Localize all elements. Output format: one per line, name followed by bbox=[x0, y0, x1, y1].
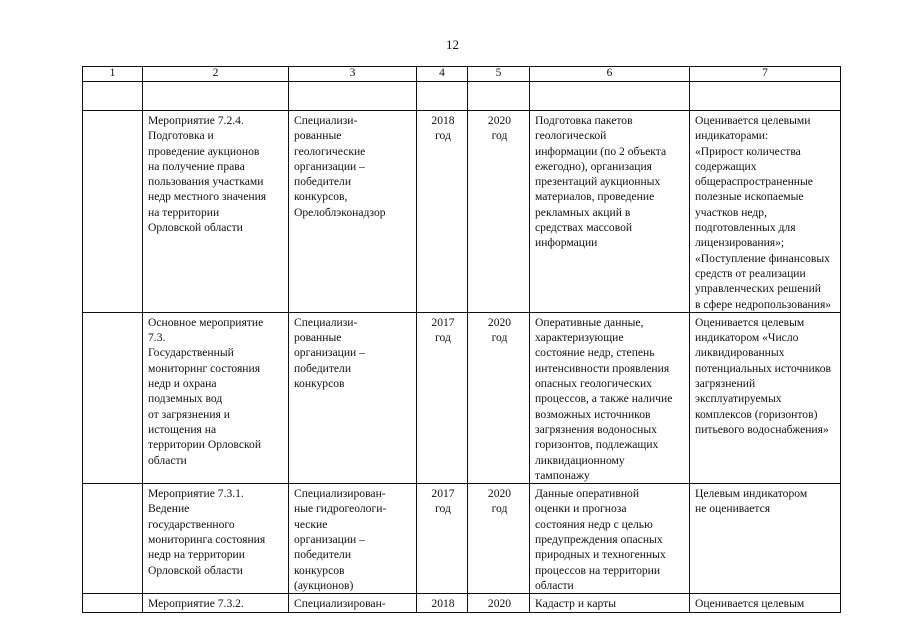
cell-text-line: Орловской области bbox=[148, 563, 243, 577]
activity-cell bbox=[143, 312, 289, 483]
cell-text-line: средствах массовой bbox=[535, 221, 633, 235]
column-number: 7 bbox=[690, 67, 841, 82]
cell-text-line: 2017 bbox=[431, 315, 455, 329]
cell-text-line: индикаторами: bbox=[695, 129, 769, 143]
cell-text-line: проведение аукционов bbox=[148, 144, 260, 158]
cell-text-line: геологические bbox=[294, 144, 366, 158]
column-number: 2 bbox=[143, 67, 289, 82]
cell-text-line: ческие bbox=[294, 517, 328, 531]
cell-text-line: рованные bbox=[294, 129, 342, 143]
number-cell bbox=[83, 111, 143, 313]
empty-cell bbox=[468, 82, 530, 111]
cell-text-line: опасных геологических bbox=[535, 377, 652, 391]
end-year-cell bbox=[468, 312, 530, 483]
empty-cell bbox=[417, 82, 468, 111]
cell-text-line: эксплуатируемых bbox=[695, 392, 782, 406]
cell-text-line: от загрязнения и bbox=[148, 407, 230, 421]
empty-row bbox=[83, 82, 841, 111]
cell-text-line: комплексов (горизонтов) bbox=[695, 407, 818, 421]
cell-text-line: Специализи- bbox=[294, 114, 358, 127]
cell-text-line: Специализирован- bbox=[294, 487, 386, 501]
executor-cell bbox=[289, 111, 417, 313]
cell-text-line: территории Орловской bbox=[148, 438, 262, 452]
start-year-cell bbox=[417, 111, 468, 313]
cell-text-line: материалов, проведение bbox=[535, 190, 655, 204]
empty-cell bbox=[83, 82, 143, 111]
column-number: 1 bbox=[83, 67, 143, 82]
table-row bbox=[83, 312, 841, 483]
result-cell bbox=[530, 111, 690, 313]
cell-text-line: год bbox=[491, 331, 508, 345]
cell-text-line: Мероприятие 7.3.1. bbox=[148, 487, 244, 501]
cell-text-line: конкурсов bbox=[294, 377, 345, 391]
cell-text-line: организации – bbox=[294, 159, 365, 173]
column-number: 3 bbox=[289, 67, 417, 82]
end-year-cell bbox=[468, 484, 530, 594]
cell-text-line: Орловской области bbox=[148, 221, 243, 235]
indicator-cell bbox=[690, 312, 841, 483]
cell-text-line: характеризующие bbox=[535, 331, 624, 345]
column-number: 6 bbox=[530, 67, 690, 82]
cell-text-line: истощения на bbox=[148, 422, 217, 436]
cell-text-line: возможных источников bbox=[535, 407, 651, 421]
indicator-cell bbox=[690, 594, 841, 612]
cell-text-line: Основное мероприятие bbox=[148, 315, 264, 329]
end-year-cell bbox=[468, 111, 530, 313]
cell-text-line: государственного bbox=[148, 517, 235, 531]
activity-cell bbox=[143, 111, 289, 313]
indicator-cell bbox=[690, 111, 841, 313]
cell-text-line: (аукционов) bbox=[294, 578, 354, 592]
cell-text-line: Специализирован- bbox=[294, 597, 386, 611]
column-number-row bbox=[83, 67, 841, 82]
cell-text-line: Орелоблэконадзор bbox=[294, 205, 386, 219]
cell-text-line: 2017 bbox=[431, 487, 455, 501]
cell-text-line: ные гидрогеологи- bbox=[294, 502, 387, 516]
cell-text-line: организации – bbox=[294, 533, 365, 547]
cell-text-line: оценки и прогноза bbox=[535, 502, 627, 516]
start-year-cell bbox=[417, 484, 468, 594]
cell-text-line: организации – bbox=[294, 346, 365, 360]
cell-text-line: области bbox=[535, 578, 574, 592]
empty-cell bbox=[289, 82, 417, 111]
cell-text-line: области bbox=[148, 453, 187, 467]
cell-text-line: год bbox=[435, 502, 451, 516]
cell-text-line: «Поступление финансовых bbox=[695, 251, 830, 265]
cell-text-line: Оценивается целевым bbox=[695, 315, 805, 329]
cell-text-line: Кадастр и карты bbox=[535, 597, 617, 611]
cell-text-line: процессов на территории bbox=[535, 563, 661, 577]
empty-cell bbox=[690, 82, 841, 111]
cell-text-line: ликвидационному bbox=[535, 453, 625, 467]
cell-text-line: конкурсов, bbox=[294, 190, 348, 204]
cell-text-line: 2020 bbox=[487, 487, 512, 501]
start-year-cell bbox=[417, 312, 468, 483]
cell-text-line: ежегодно), организация bbox=[535, 159, 653, 173]
cell-text-line: подготовленных для bbox=[695, 221, 796, 235]
activity-cell bbox=[143, 484, 289, 594]
cell-text-line: полезные ископаемые bbox=[695, 190, 804, 204]
cell-text-line: Мероприятие 7.3.2. bbox=[148, 597, 244, 611]
cell-text-line: состояния недр с целью bbox=[535, 517, 653, 531]
table-row bbox=[83, 111, 841, 313]
executor-cell bbox=[289, 484, 417, 594]
cell-text-line: питьевого водоснабжения» bbox=[695, 422, 829, 436]
cell-text-line: информации bbox=[535, 236, 598, 250]
cell-text-line: Подготовка и bbox=[148, 129, 214, 143]
cell-text-line: Государственный bbox=[148, 346, 234, 360]
number-cell bbox=[83, 312, 143, 483]
cell-text-line: год bbox=[491, 502, 508, 516]
cell-text-line: год bbox=[435, 129, 451, 143]
cell-text-line: тампонажу bbox=[535, 468, 590, 482]
cell-text-line: мониторинг состояния bbox=[148, 361, 261, 375]
cell-text-line: пользования участками bbox=[148, 175, 264, 189]
cell-text-line: интенсивности проявления bbox=[535, 361, 670, 375]
cell-text-line: победители bbox=[294, 361, 352, 375]
cell-text-line: состояние недр, степень bbox=[535, 346, 655, 360]
empty-cell bbox=[530, 82, 690, 111]
result-cell bbox=[530, 312, 690, 483]
cell-text-line: презентаций аукционных bbox=[535, 175, 661, 189]
cell-text-line: участков недр, bbox=[695, 205, 767, 219]
cell-text-line: Специализи- bbox=[294, 315, 358, 329]
number-cell bbox=[83, 484, 143, 594]
measures-table bbox=[82, 66, 841, 613]
cell-text-line: средств от реализации bbox=[695, 266, 806, 280]
cell-text-line: подземных вод bbox=[148, 392, 223, 406]
cell-text-line: общераспространенные bbox=[695, 175, 813, 189]
cell-text-line: мониторинга состояния bbox=[148, 533, 266, 547]
executor-cell bbox=[289, 594, 417, 612]
cell-text-line: на территории bbox=[148, 205, 220, 219]
cell-text-line: индикатором «Число bbox=[695, 331, 799, 345]
cell-text-line: потенциальных источников bbox=[695, 361, 831, 375]
cell-text-line: недр на территории bbox=[148, 548, 245, 562]
cell-text-line: Оценивается целевым bbox=[695, 597, 805, 611]
cell-text-line: 2018 bbox=[431, 114, 455, 127]
cell-text-line: природных и техногенных bbox=[535, 548, 666, 562]
empty-cell bbox=[143, 82, 289, 111]
cell-text-line: Оперативные данные, bbox=[535, 315, 644, 329]
cell-text-line: 2020 bbox=[487, 114, 512, 127]
cell-text-line: информации (по 2 объекта bbox=[535, 144, 667, 158]
cell-text-line: победители bbox=[294, 548, 352, 562]
cell-text-line: предупреждения опасных bbox=[535, 533, 663, 547]
cell-text-line: недр местного значения bbox=[148, 190, 267, 204]
cell-text-line: год bbox=[435, 331, 451, 345]
cell-text-line: на получение права bbox=[148, 159, 245, 173]
cell-text-line: Ведение bbox=[148, 502, 190, 516]
cell-text-line: ликвидированных bbox=[695, 346, 785, 360]
cell-text-line: победители bbox=[294, 175, 352, 189]
cell-text-line: геологической bbox=[535, 129, 607, 143]
cell-text-line: рекламных акций в bbox=[535, 205, 631, 219]
cell-text-line: Мероприятие 7.2.4. bbox=[148, 114, 244, 127]
number-cell bbox=[83, 594, 143, 612]
cell-text-line: 2020 bbox=[487, 315, 512, 329]
end-year-cell bbox=[468, 594, 530, 612]
cell-text-line: конкурсов bbox=[294, 563, 345, 577]
cell-text-line: лицензирования»; bbox=[695, 236, 785, 250]
cell-text-line: 2018 bbox=[431, 597, 455, 611]
cell-text-line: Данные оперативной bbox=[535, 487, 640, 501]
cell-text-line: содержащих bbox=[695, 159, 757, 173]
page-number: 12 bbox=[446, 37, 459, 52]
result-cell bbox=[530, 594, 690, 612]
cell-text-line: загрязнений bbox=[695, 377, 756, 391]
cell-text-line: 7.3. bbox=[148, 331, 166, 345]
cell-text-line: «Прирост количества bbox=[695, 144, 801, 158]
cell-text-line: год bbox=[491, 129, 508, 143]
cell-text-line: в сфере недропользования» bbox=[695, 297, 832, 311]
cell-text-line: горизонтов, подлежащих bbox=[535, 438, 659, 452]
indicator-cell bbox=[690, 484, 841, 594]
result-cell bbox=[530, 484, 690, 594]
activity-cell bbox=[143, 594, 289, 612]
column-number: 5 bbox=[468, 67, 530, 82]
cell-text-line: не оценивается bbox=[695, 502, 771, 516]
table-row bbox=[83, 594, 841, 612]
column-number: 4 bbox=[417, 67, 468, 82]
cell-text-line: Оценивается целевыми bbox=[695, 114, 811, 127]
cell-text-line: 2020 bbox=[487, 597, 512, 611]
start-year-cell bbox=[417, 594, 468, 612]
cell-text-line: рованные bbox=[294, 331, 342, 345]
cell-text-line: недр и охрана bbox=[148, 377, 217, 391]
cell-text-line: Целевым индикатором bbox=[695, 487, 808, 501]
cell-text-line: Подготовка пакетов bbox=[535, 114, 633, 127]
cell-text-line: управленческих решений bbox=[695, 282, 821, 296]
table-row bbox=[83, 484, 841, 594]
cell-text-line: загрязнения водоносных bbox=[535, 422, 657, 436]
executor-cell bbox=[289, 312, 417, 483]
cell-text-line: процессов, а также наличие bbox=[535, 392, 673, 406]
